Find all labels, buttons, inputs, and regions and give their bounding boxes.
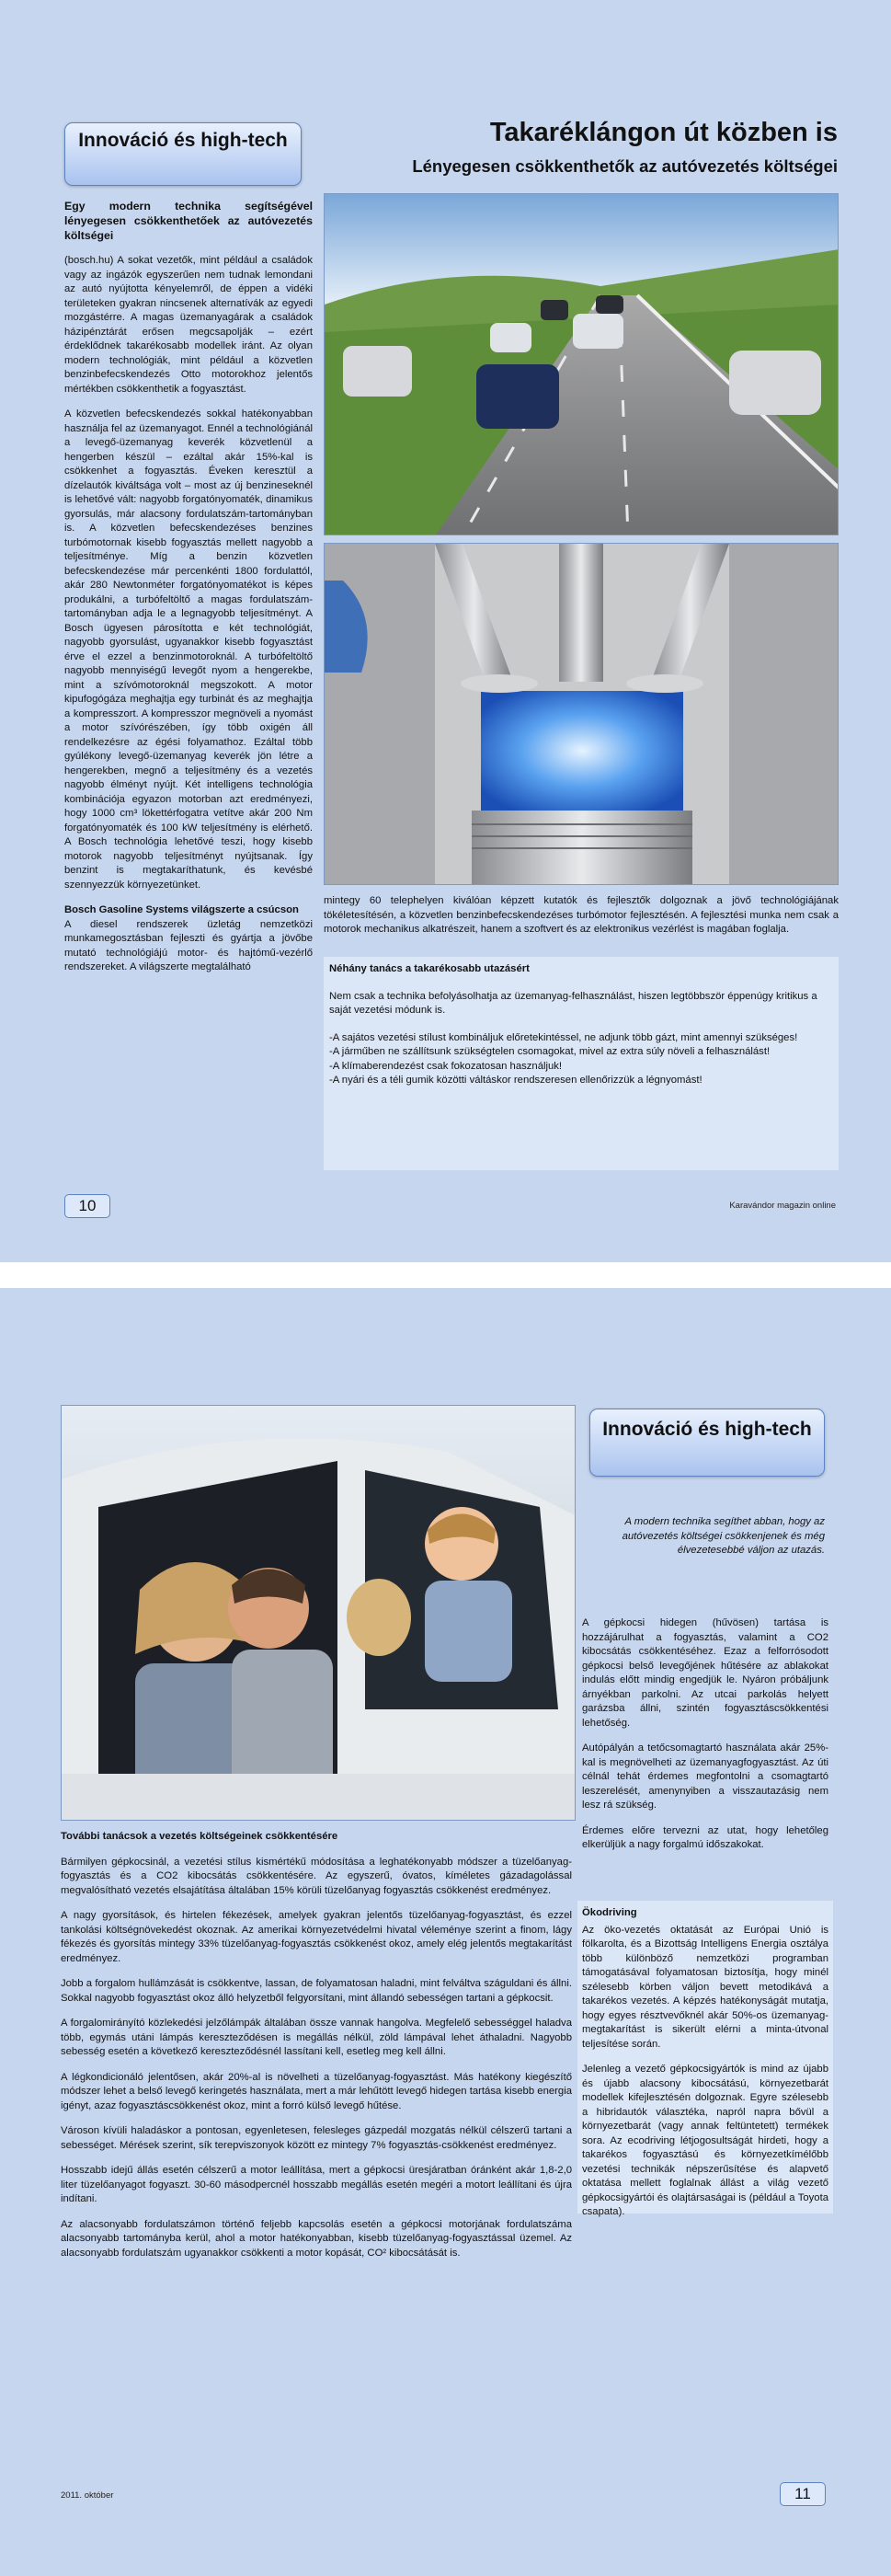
right-paragraph: Érdemes előre tervezni az utat, hogy lehetőleg elkerüljük a nagy forgalmú időszakokat. bbox=[582, 1824, 828, 1850]
left-paragraph: Jobb a forgalom hullámzását is csökkentve, lassan, de folyamatosan haladni, mint felváltva száguldani és állni. Sokkal nagyobb fogyasztást okoz álló helyzetből felgyorsítani, mint állandó sebességen tartani a gépkocsit. bbox=[61, 1978, 572, 2004]
tip-item: -A járműben ne szállítsunk szükségtelen csomagokat, mivel az extra súly növeli a felhasználást! bbox=[329, 1046, 771, 1057]
tips-intro: Nem csak a technika befolyásolhatja az üzemanyag-felhasználást, hiszen legtöbbször éppenúgy kritikus a saját vezetési módunk is. bbox=[329, 990, 817, 1016]
tips-heading: Néhány tanács a takarékosabb utazásért bbox=[329, 963, 530, 974]
ecodriving-content bbox=[582, 1906, 828, 2231]
section-pill: Innováció és high-tech bbox=[64, 122, 302, 186]
page-separator bbox=[0, 1262, 891, 1288]
tip-item: -A sajátos vezetési stílust kombináljuk előretekintéssel, ne adjunk több gázt, mint amennyi szükséges! bbox=[329, 1031, 798, 1043]
right-paragraph: Autópályán a tetőcsomagtartó használata akár 25%-kal is megnövelheti az üzemanyagfogyasztást. Az úti célnál tehát érdemes megfontolni a csomagtartó leszerelését, amenynyiben a visszautazásig nem lesz rá szükség. bbox=[582, 1742, 828, 1811]
magazine-page-11 bbox=[0, 1288, 891, 2576]
family-car-photo bbox=[61, 1405, 576, 1821]
left-paragraph: A nagy gyorsítások, és hirtelen fékezések, amelyek gyakran jelentős tüzelőanyag-fogyasztást, és ezzel tankolási költségnövekedést okoznak. Az amerikai környezetvédelmi hivatal véleménye szerint a finom, lágy fékezés és gyorsítás mintegy 33% tüzelőanyag-fogyasztás csökkenést okoz, amely elég jelentős megtakarítást eredményez. bbox=[61, 1910, 572, 1964]
left-sub-heading: Bosch Gasoline Systems világszerte a csúcson bbox=[64, 904, 299, 915]
lead-heading: Egy modern technika segítségével lényegesen csökkenthetőek az autóvezetés költségei bbox=[64, 200, 313, 242]
tip-item: -A klímaberendezést csak fokozatosan használjuk! bbox=[329, 1060, 563, 1072]
ecodriving-paragraph: Jelenleg a vezető gépkocsigyártók is mind az újabb és újabb alacsony kibocsátású, környezetbarát modellek kifejlesztésén dolgoznak. Egyre szélesebb a hibridautók választéka, napról napra bővül a környezetbarát (vagy annak feltüntetett) termékek sora. Az ecodriving létjogosultságát hirdeti, hogy a takarékos fogyasztású és környezetkímélőbb vezetési technikák népszerűsítése és alapvető oktatása mellett foglalnak állást a világ vezető gépkocsigyártói és olajtársaságai is (például a Toyota csapata). bbox=[582, 2064, 828, 2217]
page-number: 11 bbox=[780, 2482, 826, 2506]
left-column bbox=[64, 199, 313, 975]
page-number: 10 bbox=[64, 1194, 110, 1218]
right-paragraph: A gépkocsi hidegen (hűvösen) tartása is hozzájárulhat a fogyasztás, valamint a CO2 kibocsátás csökkentéséhez. Ezaz a felforrósodott gépkocsi belső levegőjének hűtésére az ablakokat indulás előtt mindig engedjük le. Nyáron próbáljunk árnyékban parkolni. Az utcai parkolás helyett garázsba állni, szintén fogyasztáscsökkentési lehetőség. bbox=[582, 1617, 828, 1729]
engine-cylinder-photo bbox=[324, 543, 839, 885]
engine-illustration bbox=[325, 544, 839, 885]
left-sub-text: A diesel rendszerek üzletág nemzetközi munkamegosztásban fejleszti és gyártja a jövőbe mutató technológiájú motor- és hajtómű-vezérlő rendszereket. A világszerte megtalálható bbox=[64, 918, 313, 972]
left-paragraph: Hosszabb idejű állás esetén célszerű a motor leállítása, mert a gépkocsi üresjáratban óránként akár 1,8-2,0 liter tüzelőanyagot fogyaszt. 30-60 másodpercnél hosszabb megállás esetén megéri a motort leállítani és újra indítani. bbox=[61, 2165, 572, 2204]
left-paragraph: Az alacsonyabb fordulatszámon történő feljebb kapcsolás esetén a gépkocsi motorjának fordulatszáma alacsonyabb tartományba kerül, ahol a motor hatékonyabban, kisebb tüzelőanyag-fogyasztással üzemel. Az alacsonyabb fordulatszám ugyanakkor csökkenti a motor kopását, CO² kibocsátását is. bbox=[61, 2218, 572, 2259]
footer-date: 2011. október bbox=[61, 2490, 114, 2501]
article-subtitle: Lényegesen csökkenthetők az autóvezetés költségei bbox=[412, 156, 838, 176]
right-column bbox=[582, 1616, 828, 1864]
mid-paragraph: mintegy 60 telephelyen kiválóan képzett kutatók és fejlesztők dolgoznak a jövő technológiájának tökéletesítésén, a közvetlen benzinbefecskendezéses turbómotor fejlesztésén. A fejlesztési munka nem csak a motorok mechanikus alkatrészeit, hanem a szoftvert és az elektronikus vezérlést is magában foglalja. bbox=[324, 895, 839, 935]
left-heading: További tanácsok a vezetés költségeinek csökkentésére bbox=[61, 1831, 338, 1842]
tip-item: -A nyári és a téli gumik közötti váltáskor rendszeresen ellenőrizzük a légnyomást! bbox=[329, 1075, 703, 1086]
left-paragraph: (bosch.hu) A sokat vezetők, mint például a családok vagy az ingázók egyszerűen nem tudnak lemondani az autó nyújtotta kényelemről, de éppen a vidéki területeken gyakran nincsenek alternatívák az egyedi mozgástérre. A magas üzemanyagárak a családok házipénztárát erősen megcsapolják – ezért érdeklődnek takarékosabb modellek iránt. Az olyan modern technológiák, mint például a közvetlen benzinbefecskendezés Otto motorokhoz jelentős mértékben csökkenthetik a fogyasztást. bbox=[64, 255, 313, 395]
highway-illustration bbox=[325, 194, 839, 535]
ecodriving-heading: Ökodriving bbox=[582, 1907, 637, 1918]
left-paragraph: Városon kívüli haladáskor a pontosan, egyenletesen, felesleges gázpedál mozgatás nélkül célszerű tartani a sebességet. Mérések szerint, sík terepviszonyok között ez mintegy 7% fogyasztás-csökkenést eredményez. bbox=[61, 2125, 572, 2151]
left-paragraph: Bármilyen gépkocsinál, a vezetési stílus kismértékű módosítása a leghatékonyabb módszer a tüzelőanyag-fogyasztás és a CO2 kibocsátás csökkentésére. Az egyszerű, óvatos, kíméletes gázadagolással megvalósítható vezetés elsajátítása általában 15% körüli tüzelőanyag fogyasztás csökkenést eredményez. bbox=[61, 1856, 572, 1896]
ecodriving-paragraph: Az öko-vezetés oktatását az Európai Unió is fölkarolta, és a Bizottság Intelligens Energia osztálya több különböző nemzetközi programban támogatásával folyamatosan biztosítja, hogy minél szélesebb körben váljon bevett metodikává a takarékos vezetés. A képzés hatékonyságát mutatja, hogy egyes résztvevőknél akár 50%-os üzemanyag-megtakarítást is sikerült elérni a minta-útvonal teljesítése során. bbox=[582, 1924, 828, 2050]
tips-box-content bbox=[329, 962, 833, 1088]
left-paragraph: A közvetlen befecskendezés sokkal hatékonyabban használja fel az üzemanyagot. Ennél a technológiánál a levegő-üzemanyag keverék közvetlenül a hengerben készül – ezáltal akár 15%-kal is csökkenhet a fogyasztás. Éveken keresztül a dízelautók kiváltsága volt – most az új benzineseknél is lehetővé vált: nagyobb forgatónyomaték, dinamikus gyorsulás, már alacsony fordulatszám-tartományban is. A közvetlen befecskendezéses benzines turbómotornak kisebb fogyasztás mellett nagyobb a teljesítménye. Míg a benzin közvetlen befecskendezése már percenkénti 1800 fordulattól, akár 280 Newtonméter forgatónyomatékot is képes produkálni, a turbófeltöltő a magas fordulatszám-tartományban adja le a legnagyobb teljesítményt. A Bosch ügyesen párosította e két technológiát, nagyobb gyorsulást, ugyanakkor kisebb fogyasztást érve el ezzel a benzinmotoroknál. A turbófeltöltő nagyobb mennyiségű levegőt nyom a hengerekbe, mint a szívómotoroknál megszokott. A motor kipufogógáza meghajtja egy turbinát és az meghajtja a kompresszort. A kompresszor megnöveli a nyomást a motor szívórészében, így több oxigén áll rendelkezésre az égési folyamathoz. Ezáltal több gyúlékony levegő-üzemanyag keverék jön létre a hengerekben, megnő a teljesítmény és a vezetés nagyobb élményt nyújt. Két intelligens technológia kombinációja egyazon motorban azt eredményezi, hogy 1000 cm³ lökettérfogatra vetítve akár 200 Nm forgatónyomaték és 100 kW teljesítmény is elérhető. A Bosch technológia lehetővé teszi, hogy kisebb motorok nagyobb teljesítményt nyújtsanak. Így benzint is megtakaríthatunk, és kevésbé szennyezzük környezetünket. bbox=[64, 408, 313, 891]
left-paragraph: A forgalomirányító közlekedési jelzőlámpák általában össze vannak hangolva. Megfelelő sebességgel haladva több, egymás utáni lámpás kereszteződésen is megállás nélkül, zöld lámpával lehet áthaladni. Nagyobb sebesség esetén a következő kereszteződésnél lassítani kell, esetleg meg kell állni. bbox=[61, 2018, 572, 2057]
italic-lead: A modern technika segíthet abban, hogy az autóvezetés költségei csökkenjenek és még élvezetesebbé váljon az utazás. bbox=[622, 1516, 825, 1556]
article-title: Takaréklángon út közben is bbox=[489, 118, 838, 147]
section-pill: Innováció és high-tech bbox=[589, 1409, 825, 1477]
magazine-page-10 bbox=[0, 0, 891, 1262]
footer-publication: Karavándor magazin online bbox=[729, 1201, 836, 1211]
left-article bbox=[61, 1830, 572, 2271]
highway-photo bbox=[324, 193, 839, 535]
family-car-illustration bbox=[62, 1406, 576, 1821]
left-paragraph: A légkondicionáló jelentősen, akár 20%-al is növelheti a tüzelőanyag-fogyasztást. Más hatékony kiegészítő módszer lehet a belső levegő keringetés használata, mert a már lehűtött levegő hidegen tartása kisebb energia igényt, azaz fogyasztáscsökkenést okoz, mint a forró külső levegő hűtése. bbox=[61, 2071, 572, 2111]
